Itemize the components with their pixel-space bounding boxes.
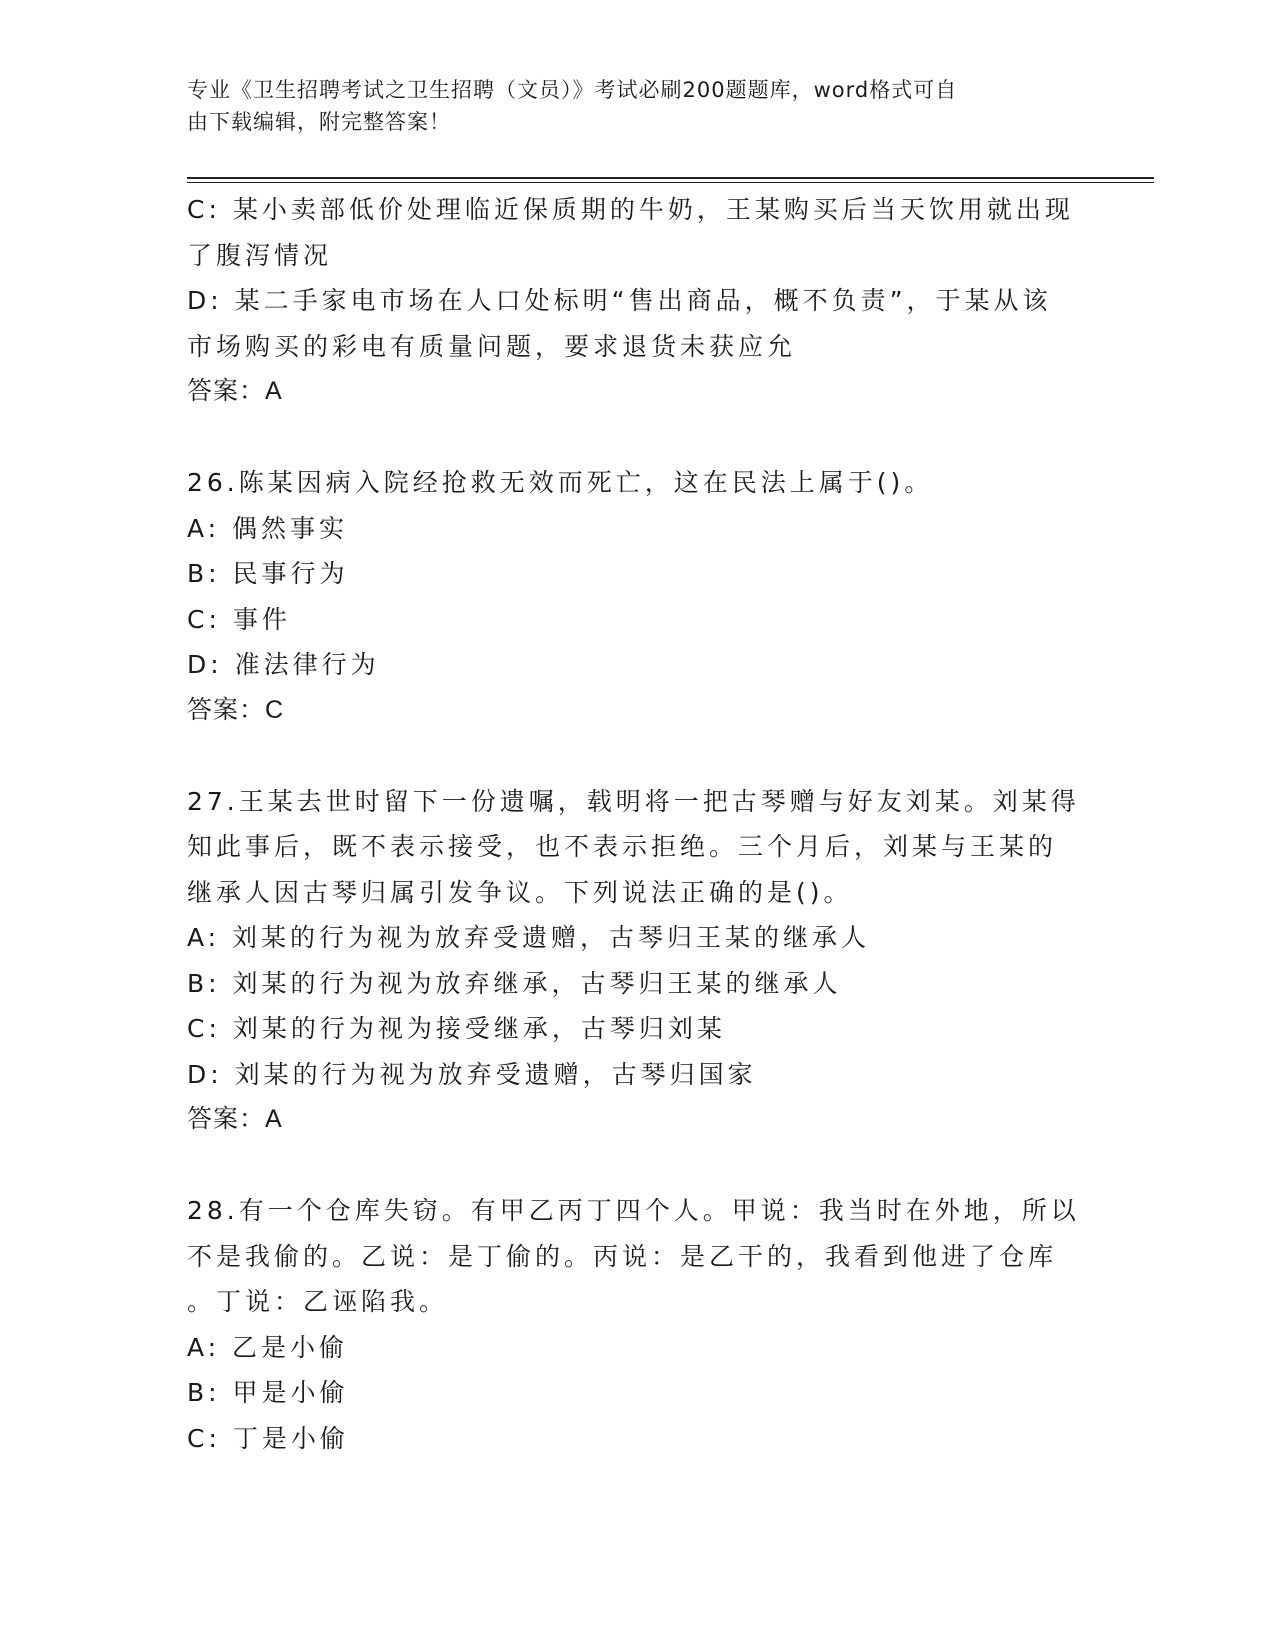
question-26 — [187, 460, 1087, 733]
option-c: C: 丁是小偷 — [187, 1423, 349, 1453]
question-stem-line-3: 。丁说：乙诬陷我。 — [187, 1287, 449, 1316]
question-27 — [187, 779, 1087, 1143]
question-stem-line-2: 不是我偷的。乙说：是丁偷的。丙说：是乙干的，我看到他进了仓库 — [187, 1241, 1058, 1271]
option-c: C: 刘某的行为视为接受继承，古琴归刘某 — [187, 1014, 726, 1043]
answer-label: 答案：C — [187, 695, 285, 724]
answer-label: 答案：A — [187, 1105, 283, 1133]
option-b: B: 刘某的行为视为放弃继承，古琴归王某的继承人 — [187, 968, 842, 998]
question-stem: 26.陈某因病入院经抢救无效而死亡，这在民法上属于()。 — [187, 468, 934, 497]
question-stem-line-1: 28.有一个仓库失窃。有甲乙丙丁四个人。甲说：我当时在外地，所以 — [187, 1196, 1080, 1225]
option-a: A: 偶然事实 — [187, 513, 349, 543]
page-header — [187, 74, 1067, 138]
question-25 — [187, 187, 1087, 415]
question-stem-line-3: 继承人因古琴归属引发争议。下列说法正确的是()。 — [187, 877, 853, 907]
header-title-line-2: 由下载编辑，附完整答案！ — [187, 110, 451, 134]
question-stem-line-2: 知此事后，既不表示接受，也不表示拒绝。三个月后，刘某与王某的 — [187, 832, 1058, 861]
option-b: B: 民事行为 — [187, 559, 349, 588]
question-list — [187, 187, 1087, 1461]
option-a: A: 乙是小偷 — [187, 1332, 349, 1362]
header-title-line-1: 专业《卫生招聘考试之卫生招聘（文员）》考试必刷200题题库，word格式可自 — [187, 78, 958, 102]
question-spacer — [187, 415, 1087, 461]
option-c: C: 事件 — [187, 604, 291, 634]
option-c-line-1: C: 某小卖部低价处理临近保质期的牛奶，王某购买后当天饮用就出现 — [187, 195, 1074, 224]
option-d: D: 刘某的行为视为放弃受遗赠，古琴归国家 — [187, 1059, 757, 1089]
option-d-line-2: 市场购买的彩电有质量问题，要求退货未获应允 — [187, 331, 797, 361]
question-spacer — [187, 1143, 1087, 1189]
option-a: A: 刘某的行为视为放弃受遗赠，古琴归王某的继承人 — [187, 923, 871, 952]
question-stem-line-1: 27.王某去世时留下一份遗嘱，载明将一把古琴赠与好友刘某。刘某得 — [187, 786, 1080, 816]
option-b: B: 甲是小偷 — [187, 1378, 349, 1407]
question-28 — [187, 1188, 1087, 1461]
option-d: D: 准法律行为 — [187, 650, 380, 679]
option-d-line-1: D: 某二手家电市场在人口处标明“售出商品，概不负责”，于某从该 — [187, 286, 1052, 315]
option-c-line-2: 了腹泻情况 — [187, 240, 333, 270]
question-spacer — [187, 733, 1087, 779]
header-divider-thick — [187, 177, 1154, 179]
answer-label: 答案：A — [187, 377, 283, 405]
header-divider-thin — [187, 182, 1154, 183]
